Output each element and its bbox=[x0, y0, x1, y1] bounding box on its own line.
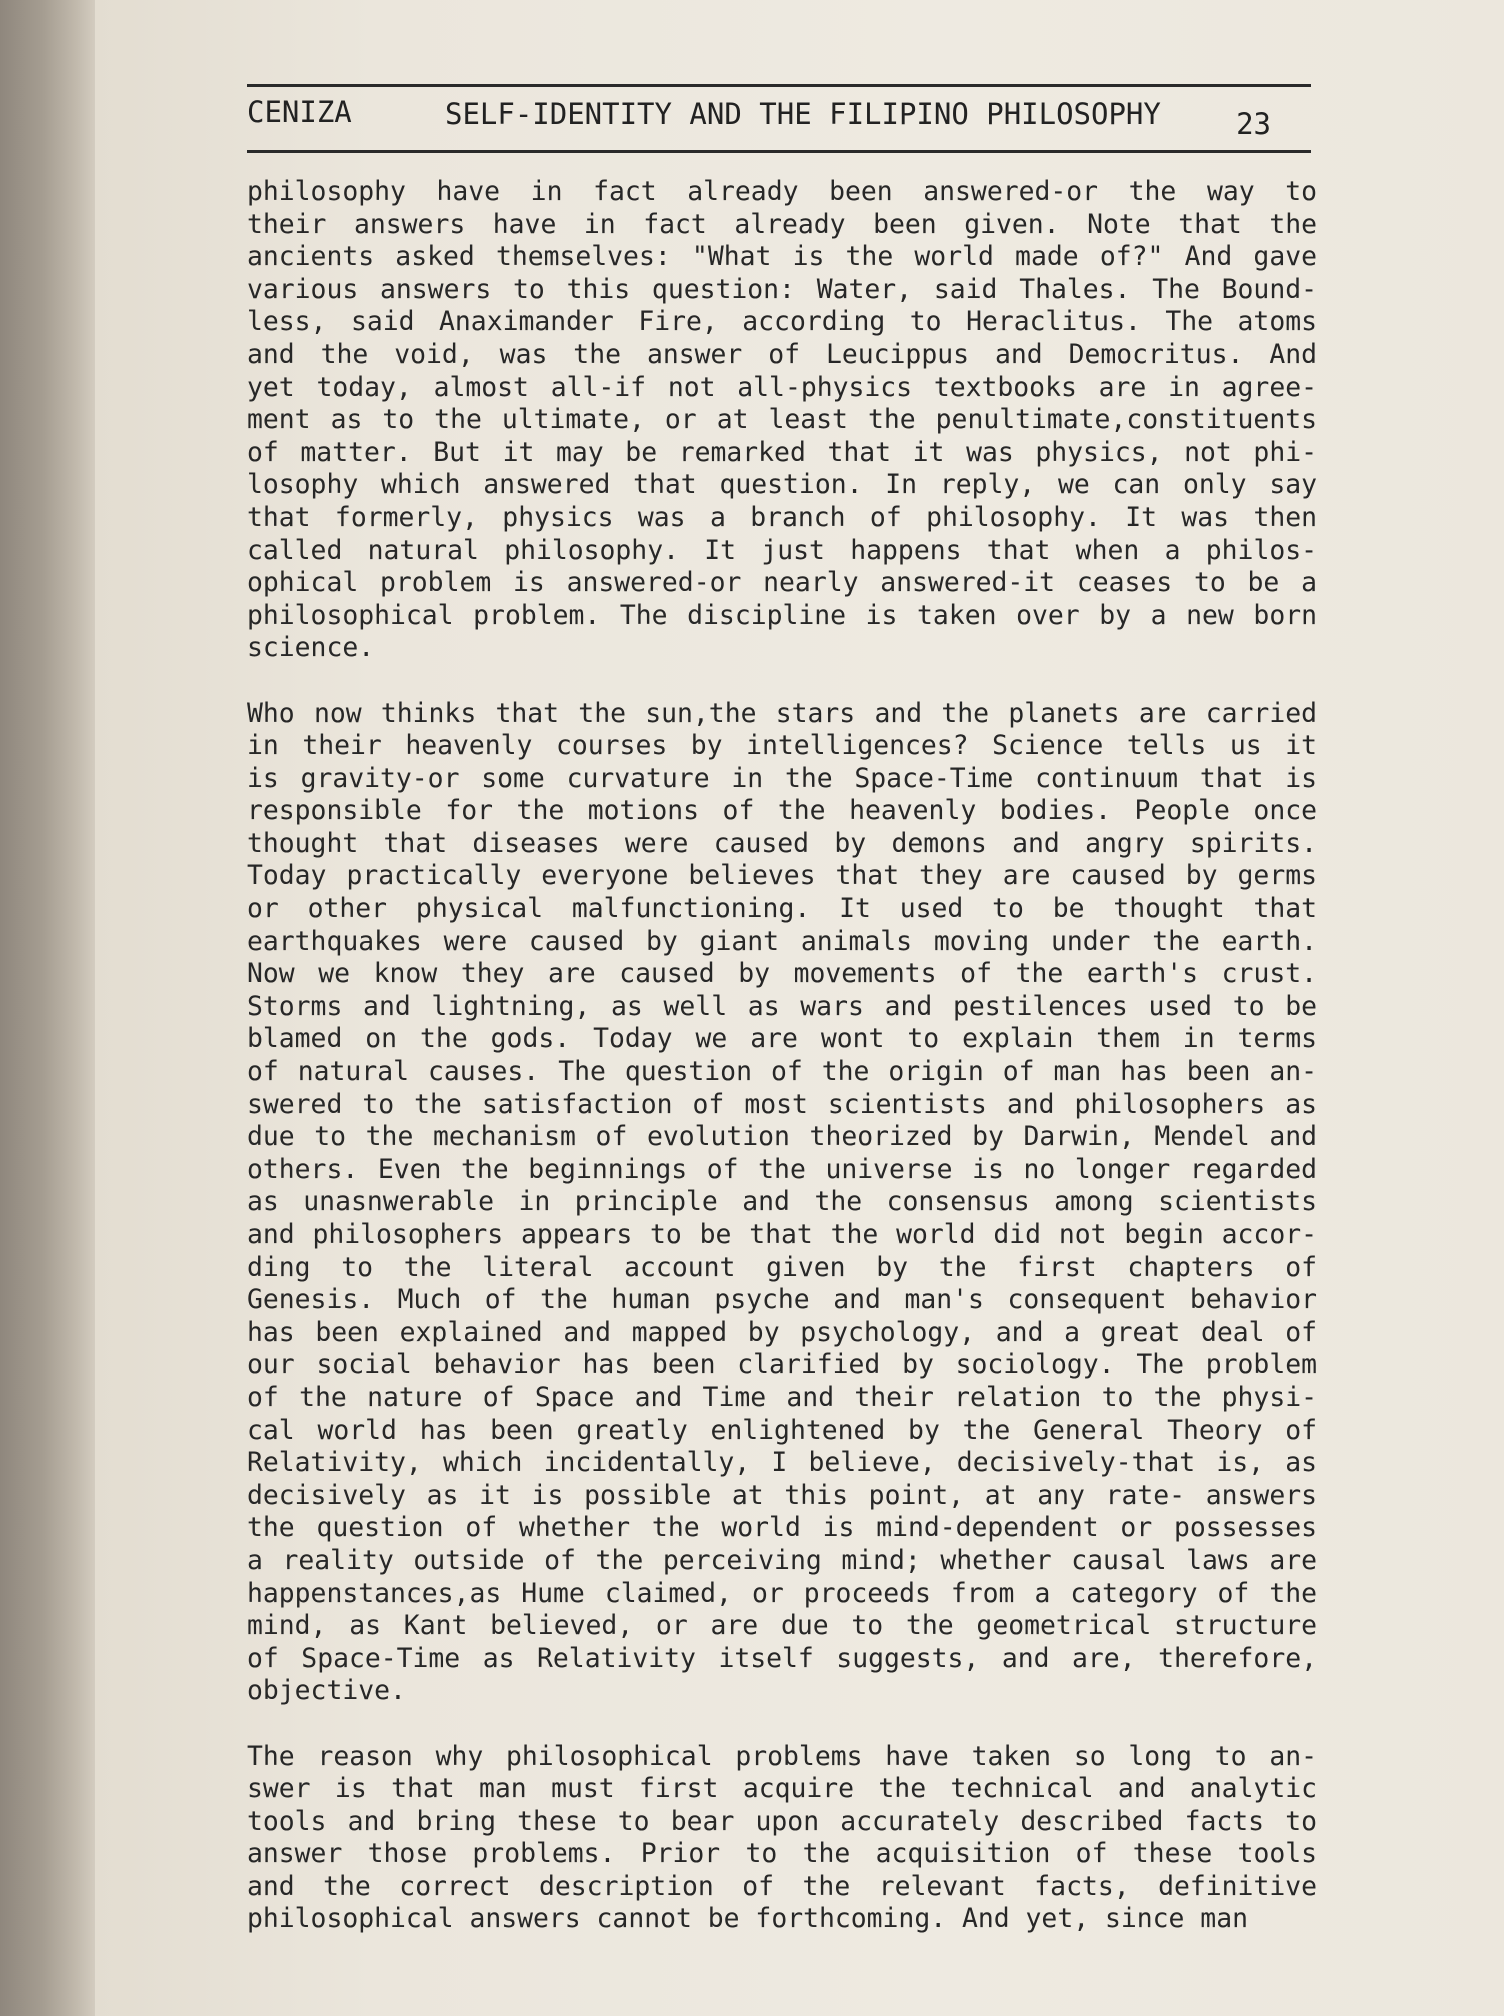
text-line: losophy which answered that question. In reply, we can only say bbox=[247, 469, 1317, 501]
text-line: in their heavenly courses by intelligences? Science tells us it bbox=[247, 730, 1317, 762]
text-line: due to the mechanism of evolution theorized by Darwin, Mendel and bbox=[247, 1121, 1317, 1153]
paragraph-gap bbox=[247, 665, 1317, 698]
text-line: objective. bbox=[247, 1675, 406, 1707]
text-line: as unasnwerable in principle and the consensus among scientists bbox=[247, 1186, 1317, 1218]
text-line: of Space-Time as Relativity itself suggests, and are, therefore, bbox=[247, 1642, 1317, 1674]
text-line: Storms and lightning, as well as wars and pestilences used to be bbox=[247, 990, 1317, 1022]
text-line: responsible for the motions of the heavenly bodies. People once bbox=[247, 795, 1317, 827]
text-line: Genesis. Much of the human psyche and man's consequent behavior bbox=[247, 1284, 1317, 1316]
text-line: science. bbox=[247, 632, 375, 664]
text-line: ding to the literal account given by the first chapters of bbox=[247, 1251, 1317, 1283]
text-line: happenstances,as Hume claimed, or proceeds from a category of the bbox=[247, 1577, 1317, 1609]
paragraph bbox=[247, 698, 1317, 1708]
text-line: philosophy have in fact already been answered-or the way to bbox=[247, 176, 1317, 207]
text-line: our social behavior has been clarified by sociology. The problem bbox=[247, 1349, 1317, 1381]
page-gutter-shadow bbox=[0, 0, 95, 2016]
running-header bbox=[247, 95, 1311, 145]
text-line: of natural causes. The question of the origin of man has been an- bbox=[247, 1056, 1317, 1088]
text-line: swer is that man must first acquire the technical and analytic bbox=[247, 1773, 1317, 1805]
paragraph-gap bbox=[247, 1708, 1317, 1741]
text-line: called natural philosophy. It just happens that when a philos- bbox=[247, 534, 1317, 566]
text-line: of the nature of Space and Time and their relation to the physi- bbox=[247, 1381, 1317, 1413]
text-line: cal world has been greatly enlightened by the General Theory of bbox=[247, 1414, 1317, 1446]
body-text bbox=[247, 176, 1317, 1936]
text-line: their answers have in fact already been given. Note that the bbox=[247, 208, 1317, 240]
paragraph bbox=[247, 1741, 1317, 1937]
text-line: earthquakes were caused by giant animals moving under the earth. bbox=[247, 925, 1317, 957]
text-line: of matter. But it may be remarked that it was physics, not phi- bbox=[247, 436, 1317, 468]
text-line: swered to the satisfaction of most scientists and philosophers as bbox=[247, 1088, 1317, 1120]
header-author: CENIZA bbox=[247, 95, 352, 129]
text-line: decisively as it is possible at this point, at any rate- answers bbox=[247, 1479, 1317, 1511]
text-line: is gravity-or some curvature in the Space-Time continuum that is bbox=[247, 762, 1317, 794]
text-line: and the void, was the answer of Leucippus and Democritus. And bbox=[247, 338, 1317, 370]
text-line: ancients asked themselves: "What is the world made of?" And gave bbox=[247, 241, 1317, 273]
text-line: ophical problem is answered-or nearly answered-it ceases to be a bbox=[247, 567, 1317, 599]
text-line: Today practically everyone believes that they are caused by germs bbox=[247, 860, 1317, 892]
text-line: answer those problems. Prior to the acquisition of these tools bbox=[247, 1838, 1317, 1870]
header-rule-bottom bbox=[247, 150, 1311, 153]
page-number: 23 bbox=[1236, 107, 1271, 141]
text-line: and the correct description of the relevant facts, definitive bbox=[247, 1870, 1317, 1902]
text-line: less, said Anaximander Fire, according to Heraclitus. The atoms bbox=[247, 306, 1317, 338]
text-line: Who now thinks that the sun,the stars and the planets are carried bbox=[247, 697, 1317, 729]
text-line: the question of whether the world is mind-dependent or possesses bbox=[247, 1512, 1317, 1544]
header-rule-top bbox=[247, 84, 1311, 87]
text-line: blamed on the gods. Today we are wont to explain them in terms bbox=[247, 1023, 1317, 1055]
text-line: ment as to the ultimate, or at least the penultimate,constituents bbox=[247, 404, 1317, 436]
paragraph bbox=[247, 176, 1317, 665]
text-line: Now we know they are caused by movements of the earth's crust. bbox=[247, 958, 1317, 990]
text-line: others. Even the beginnings of the universe is no longer regarded bbox=[247, 1153, 1317, 1185]
text-line: yet today, almost all-if not all-physics textbooks are in agree- bbox=[247, 371, 1317, 403]
text-line: a reality outside of the perceiving mind; whether causal laws are bbox=[247, 1544, 1317, 1576]
text-line: The reason why philosophical problems have taken so long to an- bbox=[247, 1740, 1317, 1772]
text-line: that formerly, physics was a branch of philosophy. It was then bbox=[247, 501, 1317, 533]
text-line: philosophical problem. The discipline is taken over by a new born bbox=[247, 599, 1317, 631]
text-line: mind, as Kant believed, or are due to the geometrical structure bbox=[247, 1610, 1317, 1642]
header-title: SELF-IDENTITY AND THE FILIPINO PHILOSOPHY bbox=[445, 97, 1161, 131]
text-line: has been explained and mapped by psychology, and a great deal of bbox=[247, 1316, 1317, 1348]
text-line: and philosophers appears to be that the world did not begin accor- bbox=[247, 1219, 1317, 1250]
text-line: or other physical malfunctioning. It used to be thought that bbox=[247, 893, 1317, 925]
text-line: Relativity, which incidentally, I believe, decisively-that is, as bbox=[247, 1447, 1317, 1479]
text-line: various answers to this question: Water, said Thales. The Bound- bbox=[247, 273, 1317, 305]
text-line: thought that diseases were caused by demons and angry spirits. bbox=[247, 827, 1317, 859]
text-line: tools and bring these to bear upon accurately described facts to bbox=[247, 1805, 1317, 1837]
text-line: philosophical answers cannot be forthcoming. And yet, since man bbox=[247, 1903, 1248, 1935]
